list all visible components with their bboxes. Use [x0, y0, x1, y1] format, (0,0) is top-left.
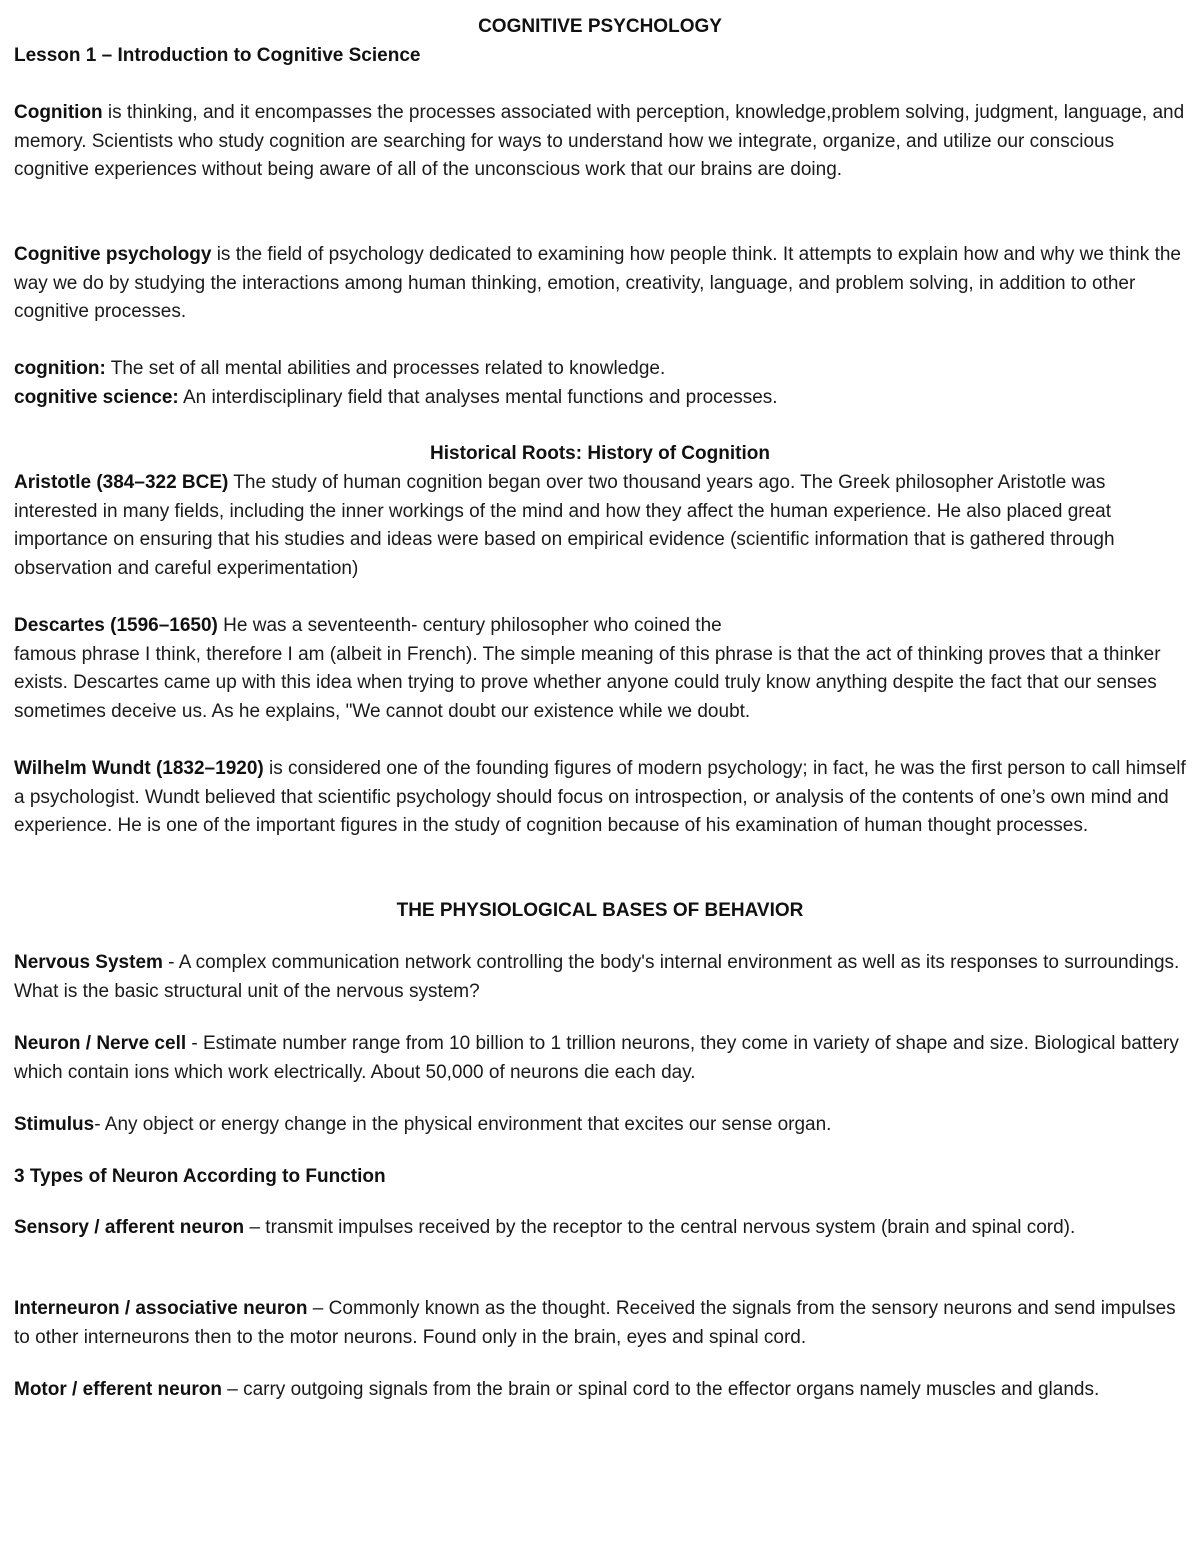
definition-cognition: cognition: The set of all mental abilities and processes related to knowledge. — [14, 358, 666, 379]
paragraph-sensory-neuron: Sensory / afferent neuron – transmit impulses received by the receptor to the central nervous system (brain and spinal cord). — [14, 1217, 1076, 1238]
neuron-types-heading: 3 Types of Neuron According to Function — [14, 1166, 386, 1187]
term: Cognitive psychology — [14, 244, 212, 265]
lesson-heading: Lesson 1 – Introduction to Cognitive Science — [14, 45, 421, 66]
term: Cognition — [14, 102, 103, 123]
definition-cognitive-science: cognitive science: An interdisciplinary field that analyses mental functions and processes. — [14, 387, 778, 408]
paragraph-neuron: Neuron / Nerve cell - Estimate number range from 10 billion to 1 trillion neurons, they come in variety of shape and size. Biological battery which contain ions which work electrically. About 50,000 of neurons die each day. — [14, 1033, 1179, 1083]
document-title: COGNITIVE PSYCHOLOGY — [478, 16, 722, 37]
paragraph-motor-neuron: Motor / efferent neuron – carry outgoing signals from the brain or spinal cord to the effector organs namely muscles and glands. — [14, 1379, 1100, 1400]
physiological-heading: THE PHYSIOLOGICAL BASES OF BEHAVIOR — [396, 900, 804, 921]
paragraph-cognitive-psychology: Cognitive psychology is the field of psychology dedicated to examining how people think. It attempts to explain how and why we think the way we do by studying the interactions among human thinking, emotion, creativity, language, and problem solving, in addition to other cognitive processes. — [14, 244, 1181, 322]
paragraph-nervous-system: Nervous System - A complex communication network controlling the body's internal environment as well as its responses to surroundings. What is the basic structural unit of the nervous system? — [14, 952, 1180, 1002]
paragraph-descartes: Descartes (1596–1650) He was a seventeenth- century philosopher who coined the famous phrase I think, therefore I am (albeit in French). The simple meaning of this phrase is that the act of thinking proves that a thinker exists. Descartes came up with this idea when trying to prove whether anyone could truly know anything despite the fact that our senses sometimes deceive us. As he explains, "We cannot doubt our existence while we doubt. — [14, 615, 1161, 722]
paragraph-aristotle: Aristotle (384–322 BCE) The study of human cognition began over two thousand years ago. The Greek philosopher Aristotle was interested in many fields, including the inner workings of the mind and how they affect the human experience. He also placed great importance on ensuring that his studies and ideas were based on empirical evidence (scientific information that is gathered through observation and careful experimentation) — [14, 472, 1115, 579]
history-heading: Historical Roots: History of Cognition — [430, 443, 770, 464]
paragraph-cognition: Cognition is thinking, and it encompasses the processes associated with perception, knowledge,problem solving, judgment, language, and memory. Scientists who study cognition are searching for ways to understand how we integrate, organize, and utilize our conscious cognitive experiences without being aware of all of the unconscious work that our brains are doing. — [14, 102, 1185, 180]
paragraph-stimulus: Stimulus- Any object or energy change in the physical environment that excites our sense organ. — [14, 1114, 832, 1135]
paragraph-interneuron: Interneuron / associative neuron – Commonly known as the thought. Received the signals from the sensory neurons and send impulses to other interneurons then to the motor neurons. Found only in the brain, eyes and spinal cord. — [14, 1298, 1176, 1348]
paragraph-wundt: Wilhelm Wundt (1832–1920) is considered one of the founding figures of modern psychology; in fact, he was the first person to call himself a psychologist. Wundt believed that scientific psychology should focus on introspection, or analysis of the contents of one’s own mind and experience. He is one of the important figures in the study of cognition because of his examination of human thought processes. — [14, 758, 1186, 836]
